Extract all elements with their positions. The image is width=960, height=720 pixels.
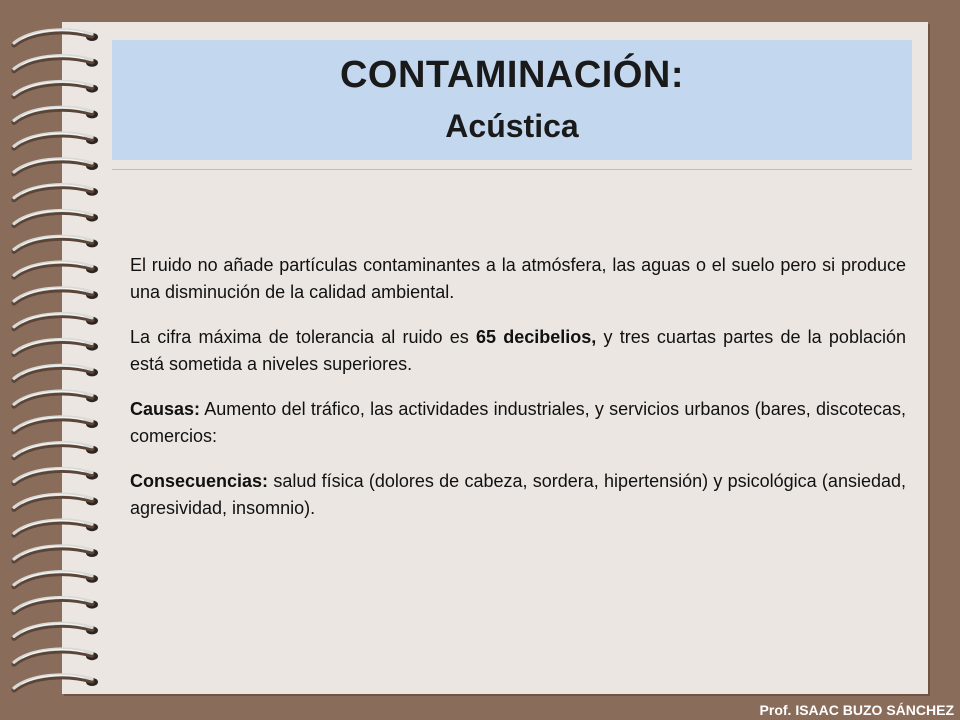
spiral-ring [14, 494, 98, 509]
spiral-ring [14, 339, 98, 354]
paragraph-intro-text: El ruido no añade partículas contaminantes a la atmósfera, las aguas o el suelo pero si produce una disminución de la calidad ambiental. [130, 255, 906, 302]
spiral-ring [14, 288, 98, 303]
spiral-ring [14, 468, 98, 483]
spiral-ring [14, 81, 98, 96]
paragraph-causes [130, 396, 906, 450]
spiral-ring [14, 314, 98, 329]
spiral-ring [14, 391, 98, 406]
page-title: CONTAMINACIÓN: [339, 54, 685, 96]
content-body [130, 252, 906, 540]
consequences-text: salud física (dolores de cabeza, sordera, hipertensión) y psicológica (ansiedad, agresividad, insomnio). [130, 471, 906, 518]
spiral-ring [14, 675, 98, 690]
spiral-binding [0, 0, 110, 720]
spiral-ring [14, 417, 98, 432]
title-banner [112, 40, 912, 160]
spiral-ring [14, 546, 98, 561]
tolerance-text-pre: La cifra máxima de tolerancia al ruido es [130, 327, 476, 347]
paragraph-tolerance [130, 324, 906, 378]
spiral-ring [14, 262, 98, 277]
paragraph-intro [130, 252, 906, 306]
spiral-ring [14, 572, 98, 587]
spiral-ring [14, 30, 98, 45]
spiral-ring [14, 236, 98, 251]
divider [112, 169, 912, 170]
tolerance-text-post: y tres cuartas partes de la población está sometida a niveles superiores. [130, 327, 906, 374]
spiral-ring [14, 443, 98, 458]
spiral-ring [14, 133, 98, 148]
spiral-ring [14, 649, 98, 664]
spiral-ring [14, 185, 98, 200]
spiral-ring [14, 597, 98, 612]
paragraph-consequences [130, 468, 906, 522]
spiral-ring [14, 210, 98, 225]
causes-text: Aumento del tráfico, las actividades industriales, y servicios urbanos (bares, discotecas, comercios: [130, 399, 906, 446]
causes-label: Causas: [130, 399, 201, 419]
consequences-label: Consecuencias: [130, 471, 269, 491]
author-footer: Prof. ISAAC BUZO SÁNCHEZ [759, 702, 954, 718]
spiral-ring [14, 56, 98, 71]
spiral-ring [14, 159, 98, 174]
spiral-ring [14, 107, 98, 122]
spiral-ring [14, 520, 98, 535]
page-subtitle: Acústica [445, 108, 579, 144]
tolerance-value: 65 decibelios, [475, 327, 597, 347]
spiral-ring [14, 623, 98, 638]
spiral-ring [14, 365, 98, 380]
